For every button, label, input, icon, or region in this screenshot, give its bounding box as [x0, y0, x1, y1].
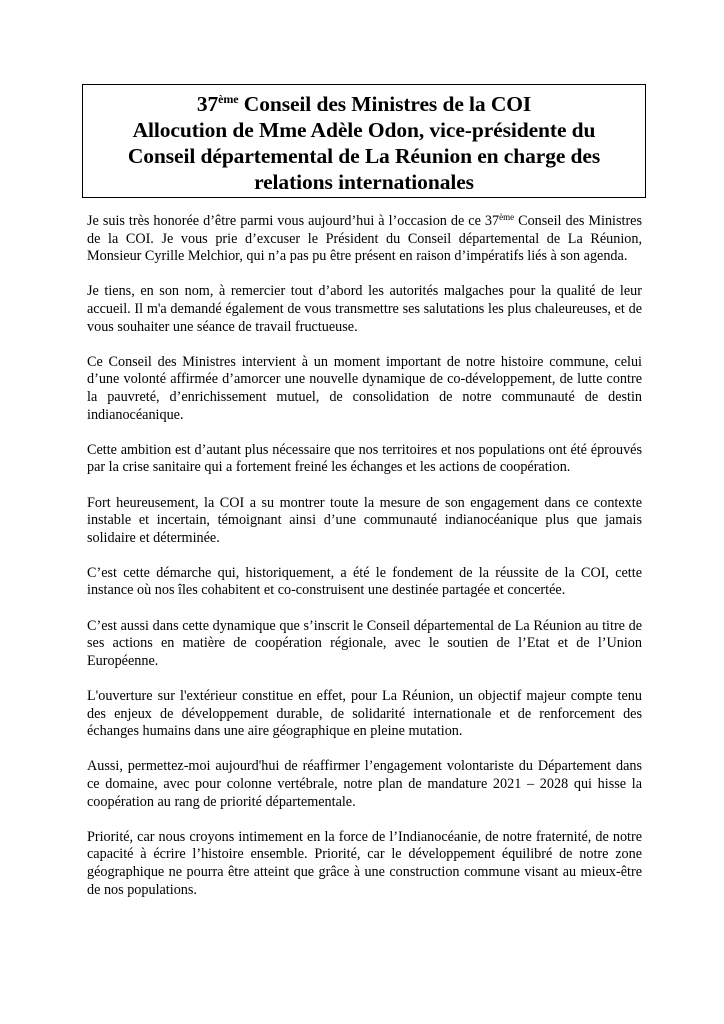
paragraph-3: Ce Conseil des Ministres intervient à un moment important de notre histoire commune, celui d’une volonté affirmée d’amorcer une nouvelle dynamique de co-développement, de lutte contre la pauvreté, d’enrichissement mutuel, de consolidation de notre communauté de destin indianocéanique.: [87, 353, 642, 423]
paragraph-2: Je tiens, en son nom, à remercier tout d’abord les autorités malgaches pour la qualité de leur accueil. Il m'a demandé également de vous transmettre ses salutations les plus chaleureuses, et de vous souhaiter une séance de travail fructueuse.: [87, 283, 642, 335]
title-line-1-text: Conseil des Ministres de la COI: [238, 92, 532, 116]
paragraph-9: Aussi, permettez-moi aujourd'hui de réaffirmer l’engagement volontariste du Département dans ce domaine, avec pour colonne vertébrale, notre plan de mandature 2021 – 2028 qui hisse la coopération au rang de priorité départementale.: [87, 758, 642, 810]
paragraph-7: C’est aussi dans cette dynamique que s’inscrit le Conseil départemental de La Réunion au titre de ses actions en matière de coopération régionale, avec le soutien de l’Etat et de l’Union Européenne.: [87, 617, 642, 669]
paragraph-1-start: Je suis très honorée d’être parmi vous aujourd’hui à l’occasion de ce 37: [87, 213, 500, 229]
title-line-2: Allocution de Mme Adèle Odon, vice-présidente du: [132, 118, 596, 142]
speech-body: [87, 213, 642, 917]
paragraph-5: Fort heureusement, la COI a su montrer toute la mesure de son engagement dans ce contexte instable et incertain, témoignant ainsi d’une communauté indianocéanique plus que jamais solidaire et déterminée.: [87, 494, 642, 546]
paragraph-1-end: Conseil des Ministres de la COI. Je vous prie d’excuser le Président du Conseil départemental de La Réunion, Monsieur Cyrille Melchior, qui n’a pas pu être présent en raison d’impératifs liés à son agenda.: [87, 213, 642, 265]
title-line-3: Conseil départemental de La Réunion en charge des: [127, 144, 601, 168]
paragraph-4: Cette ambition est d’autant plus nécessaire que nos territoires et nos populations ont été éprouvés par la crise sanitaire qui a fortement freiné les échanges et les actions de coopération.: [87, 441, 642, 476]
paragraph-1: [87, 213, 642, 266]
paragraph-1-superscript: ème: [499, 212, 515, 222]
paragraph-6: C’est cette démarche qui, historiquement, a été le fondement de la réussite de la COI, cette instance où nos îles cohabitent et co-construisent une destinée partagée et concertée.: [87, 564, 642, 599]
paragraph-8: L'ouverture sur l'extérieur constitue en effet, pour La Réunion, un objectif majeur compte tenu des enjeux de développement durable, de solidarité internationale et de renforcement des échanges humains dans une aire géographique en pleine mutation.: [87, 688, 642, 740]
title-line-1: [83, 91, 645, 117]
title-line-4: relations internationales: [254, 170, 474, 194]
paragraph-10: Priorité, car nous croyons intimement en la force de l’Indianocéanie, de notre fraternité, de notre capacité à écrire l’histoire ensemble. Priorité, car le développement équilibré de notre zone géographique ne pourra être atteint que grâce à une construction commune visant au mieux-être de nos populations.: [87, 828, 642, 898]
title-number: 37: [196, 92, 219, 116]
title-ordinal-superscript: ème: [218, 92, 239, 106]
title-box: [82, 84, 646, 198]
